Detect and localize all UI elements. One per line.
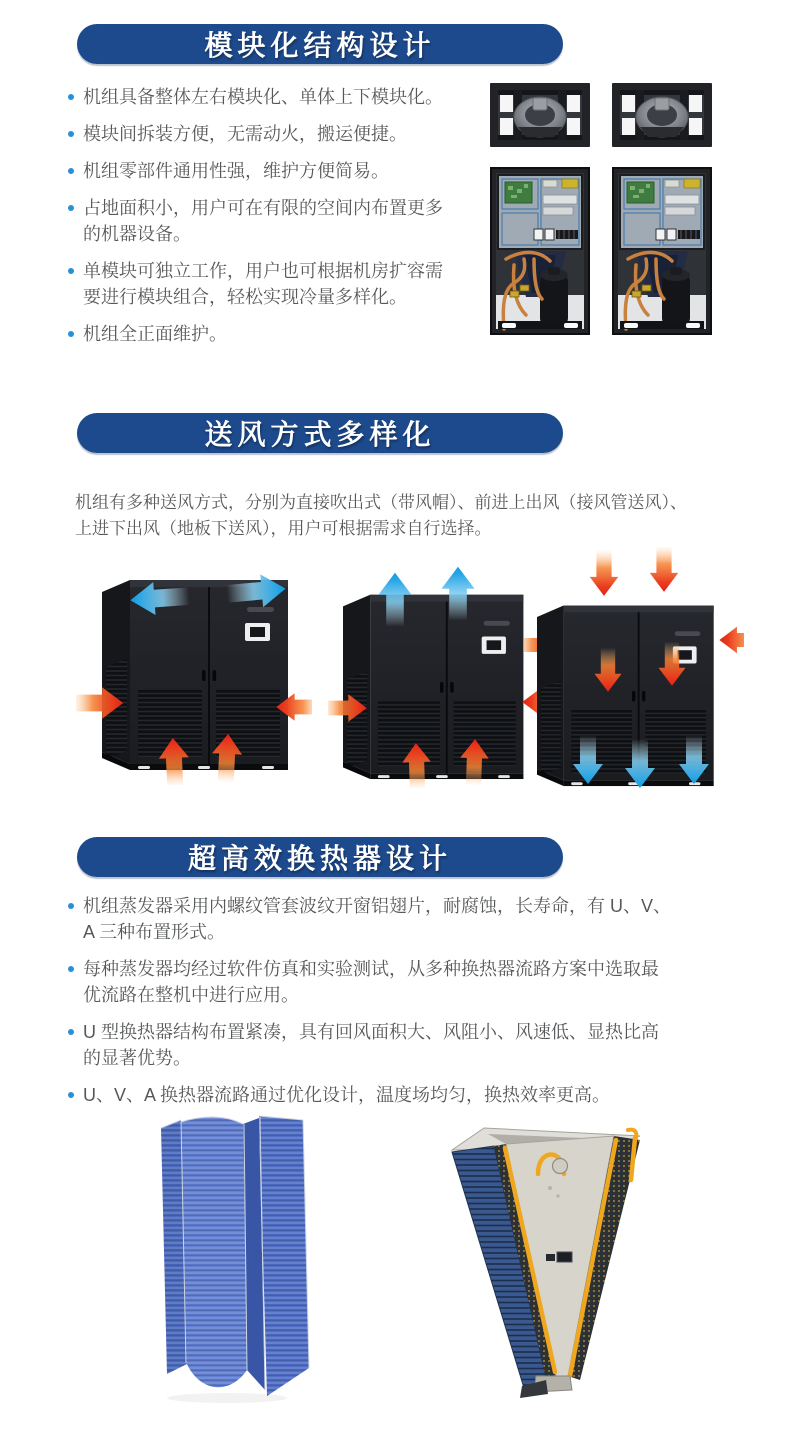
- bullet-text: 机组蒸发器采用内螺纹管套波纹开窗铝翅片，耐腐蚀，长寿命，有 U、V、A 三种布置形式。: [83, 896, 672, 942]
- modular-unit-image: [490, 83, 590, 335]
- bullet-dot-icon: [68, 205, 74, 211]
- modular-unit-image: [612, 83, 712, 335]
- bullet-item: [68, 1082, 673, 1108]
- airflow-description: 机组有多种送风方式，分别为直接吹出式（带风帽）、前进上出风（接风管送风）、上进下出风（地板下送风），用户可根据需求自行选择。: [75, 493, 687, 538]
- bullet-text: 单模块可独立工作，用户也可根据机房扩容需要进行模块组合，轻松实现冷量多样化。: [83, 261, 443, 307]
- cabinet-direct-blow-image: [76, 545, 312, 785]
- bullet-item: [68, 956, 673, 1008]
- bullet-dot-icon: [68, 131, 74, 137]
- section-title-modular-design: 模块化结构设计: [77, 24, 563, 64]
- bullet-item: [68, 84, 445, 110]
- cabinet-top-in-bottom-out-image: [524, 547, 744, 795]
- bullet-item: [68, 121, 445, 147]
- bullet-item: [68, 158, 445, 184]
- cabinet-body: [102, 580, 288, 770]
- section-title-heat-exchanger: 超高效换热器设计: [77, 837, 563, 877]
- bullet-item: [68, 321, 445, 347]
- bullet-dot-icon: [68, 94, 74, 100]
- bullet-text: 机组具备整体左右模块化、单体上下模块化。: [83, 87, 443, 107]
- bullet-dot-icon: [68, 966, 74, 972]
- bullet-text: U 型换热器结构布置紧凑，具有回风面积大、风阻小、风速低、显热比高的显著优势。: [83, 1022, 659, 1068]
- cabinet-front-in-top-out-image: [328, 542, 548, 788]
- bullet-item: [68, 258, 445, 310]
- bullet-dot-icon: [68, 168, 74, 174]
- bullet-dot-icon: [68, 268, 74, 274]
- bullet-dot-icon: [68, 1029, 74, 1035]
- bullet-dot-icon: [68, 1092, 74, 1098]
- modular-bullet-list: [68, 84, 445, 358]
- bullet-text: 占地面积小，用户可在有限的空间内布置更多的机器设备。: [83, 198, 443, 244]
- bullet-text: 机组零部件通用性强，维护方便简易。: [83, 161, 389, 181]
- bullet-item: [68, 195, 445, 247]
- v-type-heat-exchanger-image: [442, 1114, 654, 1424]
- cabinet-body: [343, 595, 523, 779]
- bullet-text: 每种蒸发器均经过软件仿真和实验测试，从多种换热器流路方案中选取最优流路在整机中进行应用。: [83, 959, 659, 1005]
- bullet-dot-icon: [68, 903, 74, 909]
- bullet-item: [68, 893, 673, 945]
- modular-unit-images: [490, 83, 712, 335]
- bullet-item: [68, 1019, 673, 1071]
- bullet-text: 机组全正面维护。: [83, 324, 227, 344]
- bullet-dot-icon: [68, 331, 74, 337]
- u-type-heat-exchanger-image: [157, 1112, 333, 1404]
- heat-bullet-list: [68, 893, 673, 1119]
- bullet-text: 模块间拆装方便，无需动火，搬运便捷。: [83, 124, 407, 144]
- section-title-airflow-variety: 送风方式多样化: [77, 413, 563, 453]
- bullet-text: U、V、A 换热器流路通过优化设计，温度场均匀，换热效率更高。: [83, 1085, 611, 1105]
